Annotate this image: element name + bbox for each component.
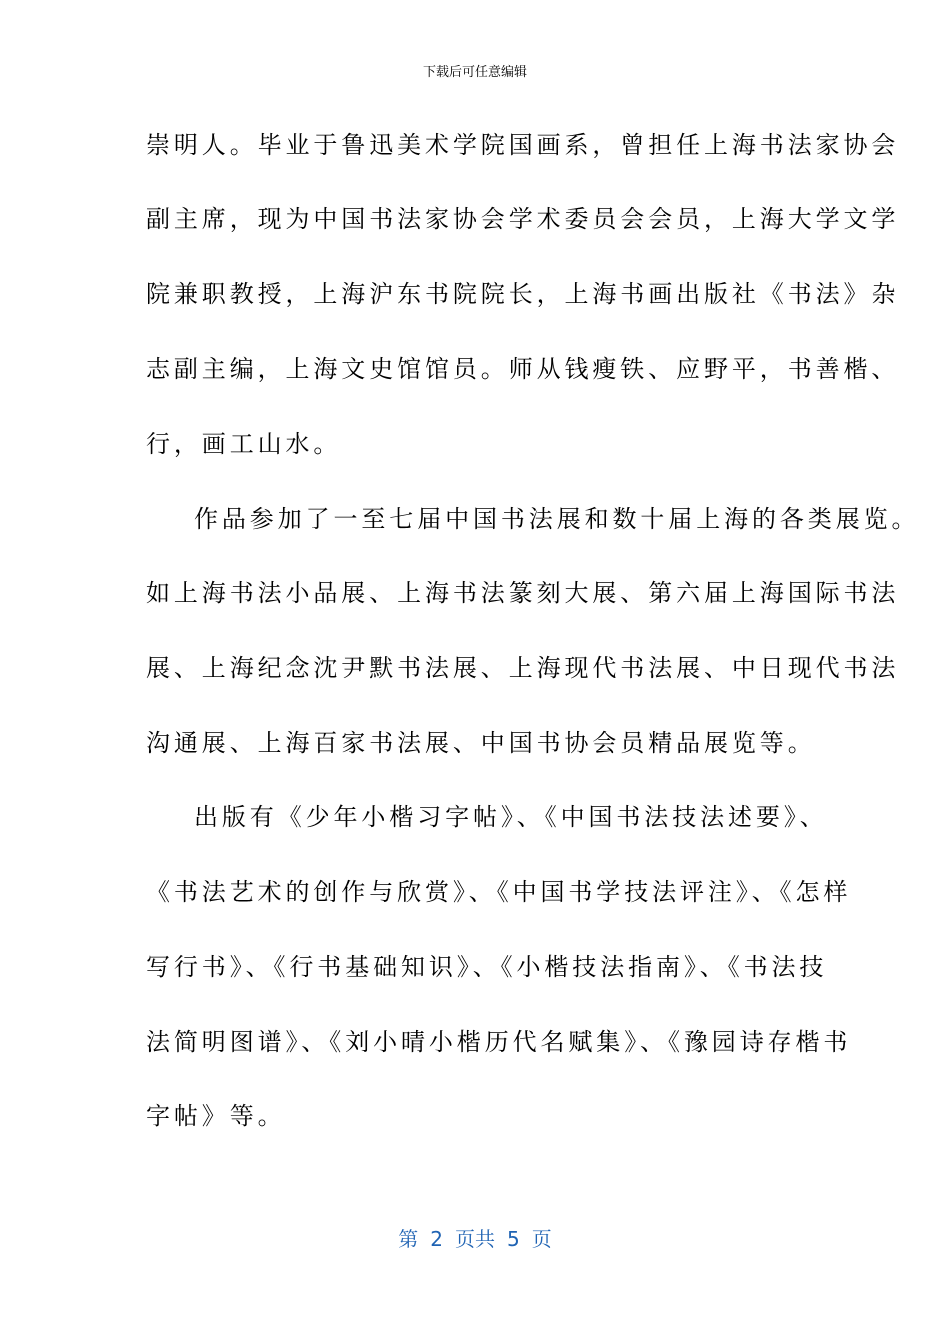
text-line: 如上海书法小品展、上海书法篆刻大展、第六届上海国际书法 [146, 579, 900, 607]
text-line: 写行书》、《行书基础知识》、《小楷技法指南》、《书法技 [146, 953, 828, 981]
footer-prefix: 第 [398, 1227, 419, 1251]
text-line: 行，画工山水。 [146, 430, 342, 458]
text-line: 崇明人。毕业于鲁迅美术学院国画系，曾担任上海书法家协会 [146, 131, 900, 159]
footer-current-page: 2 [430, 1227, 443, 1251]
text-line: 院兼职教授，上海沪东书院院长，上海书画出版社《书法》杂 [146, 280, 900, 308]
text-line: 《书法艺术的创作与欣赏》、《中国书学技法评注》、《怎样 [146, 878, 852, 906]
text-line: 沟通展、上海百家书法展、中国书协会员精品展览等。 [146, 729, 816, 757]
text-line: 副主席，现为中国书法家协会学术委员会会员，上海大学文学 [146, 205, 900, 233]
text-line: 字帖》等。 [146, 1102, 286, 1130]
footer-middle: 页共 [455, 1227, 495, 1251]
text-line: 展、上海纪念沈尹默书法展、上海现代书法展、中日现代书法 [146, 654, 900, 682]
text-line: 出版有《少年小楷习字帖》、《中国书法技法述要》、 [194, 803, 828, 831]
page-footer [0, 1225, 950, 1253]
text-line: 志副主编，上海文史馆馆员。师从钱瘦铁、应野平，书善楷、 [146, 355, 900, 383]
footer-suffix: 页 [531, 1227, 552, 1251]
text-line: 作品参加了一至七届中国书法展和数十届上海的各类展览。 [194, 505, 920, 533]
header-note: 下载后可任意编辑 [422, 65, 527, 80]
footer-total-pages: 5 [507, 1227, 520, 1251]
text-line: 法简明图谱》、《刘小晴小楷历代名赋集》、《豫园诗存楷书 [146, 1028, 852, 1056]
